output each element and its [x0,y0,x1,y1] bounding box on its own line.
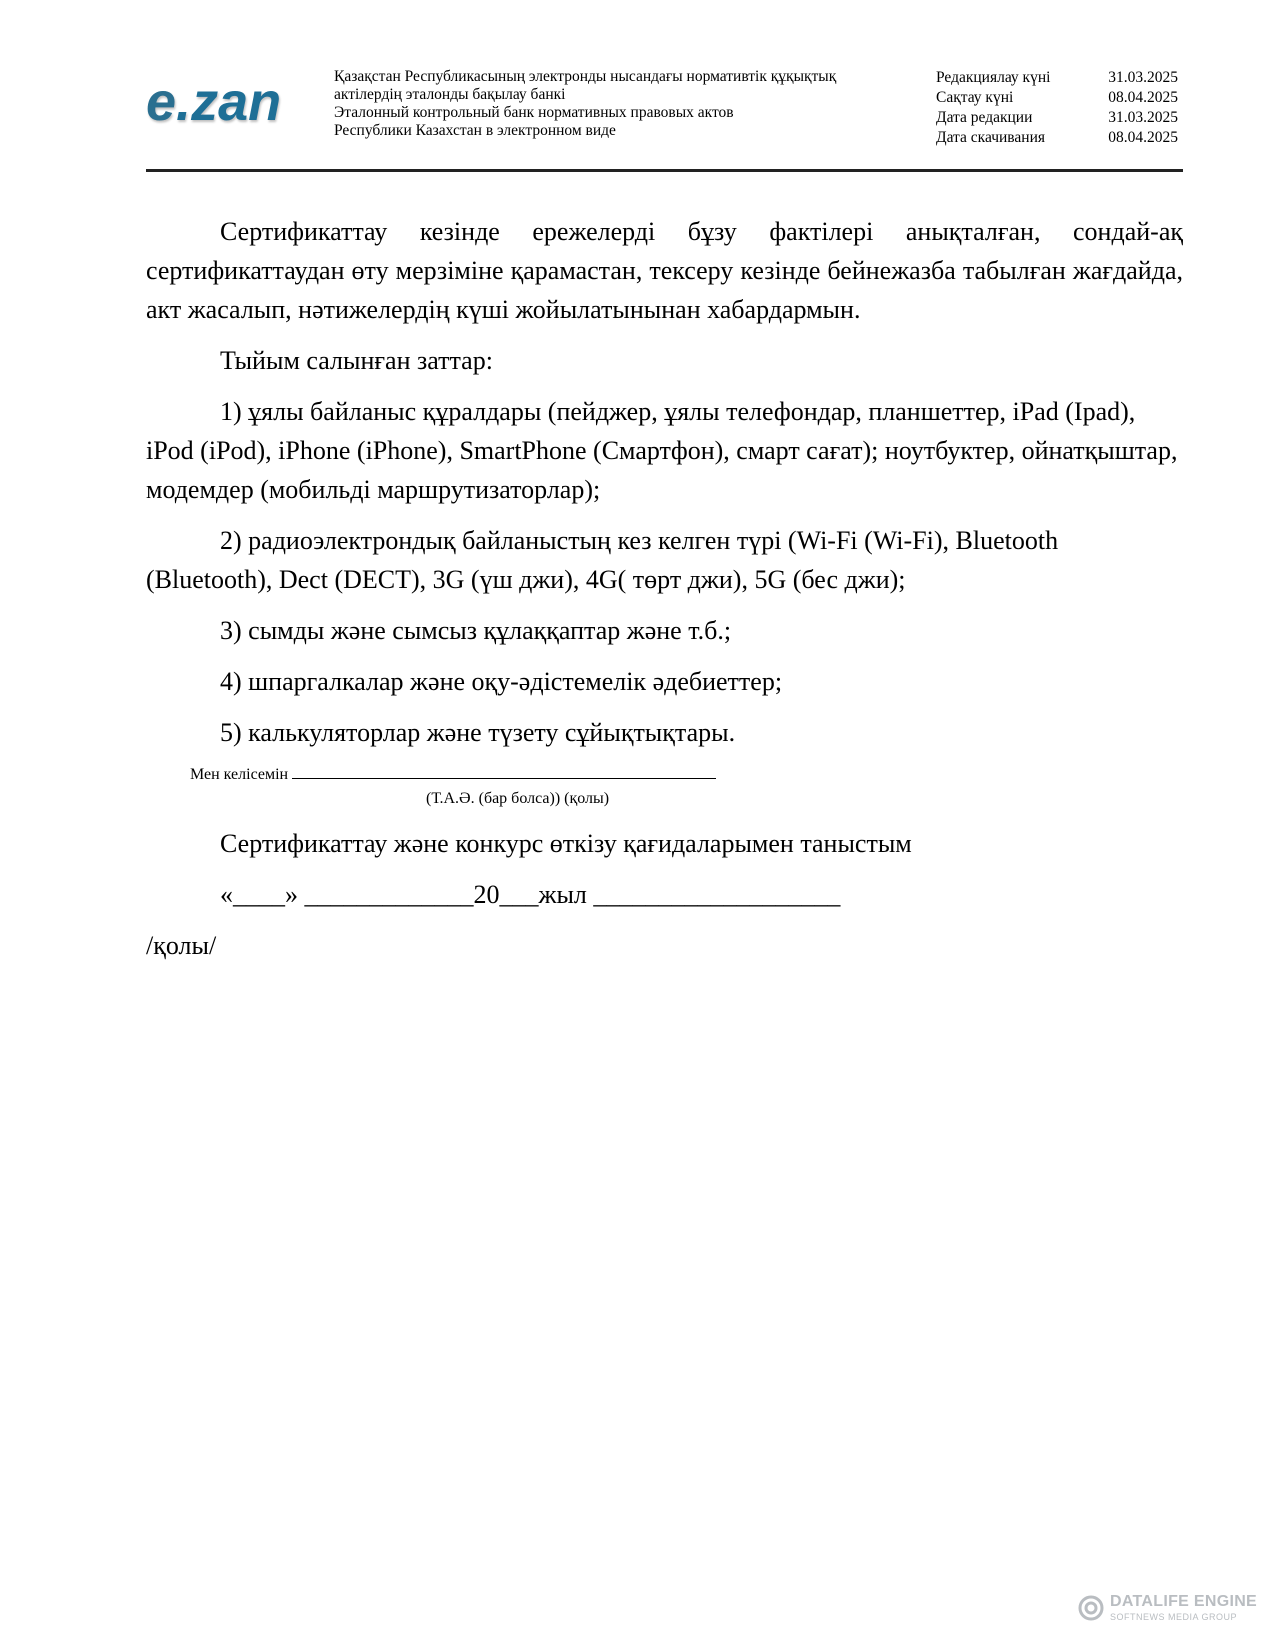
meta-value: 31.03.2025 [1108,69,1178,86]
prohibited-item: 3) сымды және сымсыз құлаққаптар және т.б.; [220,616,732,645]
watermark-title: DATALIFE ENGINE [1110,1593,1258,1610]
meta-label: Дата редакции [936,109,1033,126]
header-titles [334,68,894,140]
agreement-signature-block [146,764,1183,824]
meta-row [936,128,1178,148]
header-title-line: Қазақстан Республикасының электронды нысандағы нормативтік құқықтық [334,68,837,85]
meta-label: Сақтау күні [936,89,1014,106]
watermark-subtitle: SOFTNEWS MEDIA GROUP [1110,1612,1238,1622]
agree-label: Мен келісемін [190,766,289,783]
meta-row [936,88,1178,108]
header-title-line: Республики Казахстан в электронном виде [334,122,616,139]
ezan-logo [146,72,281,132]
meta-label: Дата скачивания [936,129,1046,146]
header-title-line: Эталонный контрольный банк нормативных правовых актов [334,104,734,121]
ezan-logo-text: e.zan [146,72,282,132]
datalife-watermark [1078,1593,1258,1627]
agree-line [190,764,716,784]
prohibited-item: 1) ұялы байланыс құралдары (пейджер, ұялы телефондар, планшеттер, iPad (Ipad), iPod (iPod), iPhone (iPhone), SmartPhone (Смартфон), смарт сағат); ноутбуктер, ойнатқыштар, модемдер (мобильді маршрутизаторлар); [146,397,1178,504]
meta-value: 08.04.2025 [1108,129,1178,146]
paragraph-notice: Сертификаттау кезінде ережелерді бұзу фактілері анықталған, сондай-ақ сертификаттаудан өту мерзіміне қарамастан, тексеру кезінде бейнежазба табылған жағдайда, акт жасалып, нәтижелердің күші жойылатынынан хабардармын. [146,217,1183,324]
prohibited-item: 2) радиоэлектрондық байланыстың кез келген түрі (Wi-Fi (Wi-Fi), Bluetooth (Bluetooth), Dect (DECT), 3G (үш джи), 4G( төрт джи), 5G (бес джи); [146,526,1059,594]
signature-label: /қолы/ [146,931,217,960]
header-meta [936,68,1178,148]
meta-row [936,108,1178,128]
rules-acknowledgement: Сертификаттау және конкурс өткізу қағидаларымен таныстым [220,829,912,858]
meta-value: 08.04.2025 [1108,89,1178,106]
prohibited-item: 5) калькуляторлар және түзету сұйықтықтары. [220,718,736,747]
agree-hint: (Т.А.Ә. (бар болса)) (қолы) [426,790,610,807]
signature-field[interactable] [292,764,716,779]
meta-label: Редакциялау күні [936,69,1051,86]
header-divider [146,169,1183,172]
document-body [146,212,1183,965]
prohibited-item: 4) шпаргалкалар және оқу-әдістемелік әдебиеттер; [220,667,783,696]
date-signature-line: «____» _____________20___жыл ___________________ [220,880,841,909]
datalife-logo-icon [1078,1595,1104,1621]
meta-row [936,68,1178,88]
meta-value: 31.03.2025 [1108,109,1178,126]
prohibited-heading: Тыйым салынған заттар: [220,346,493,375]
header-title-line: актілердің эталонды бақылау банкі [334,86,566,103]
